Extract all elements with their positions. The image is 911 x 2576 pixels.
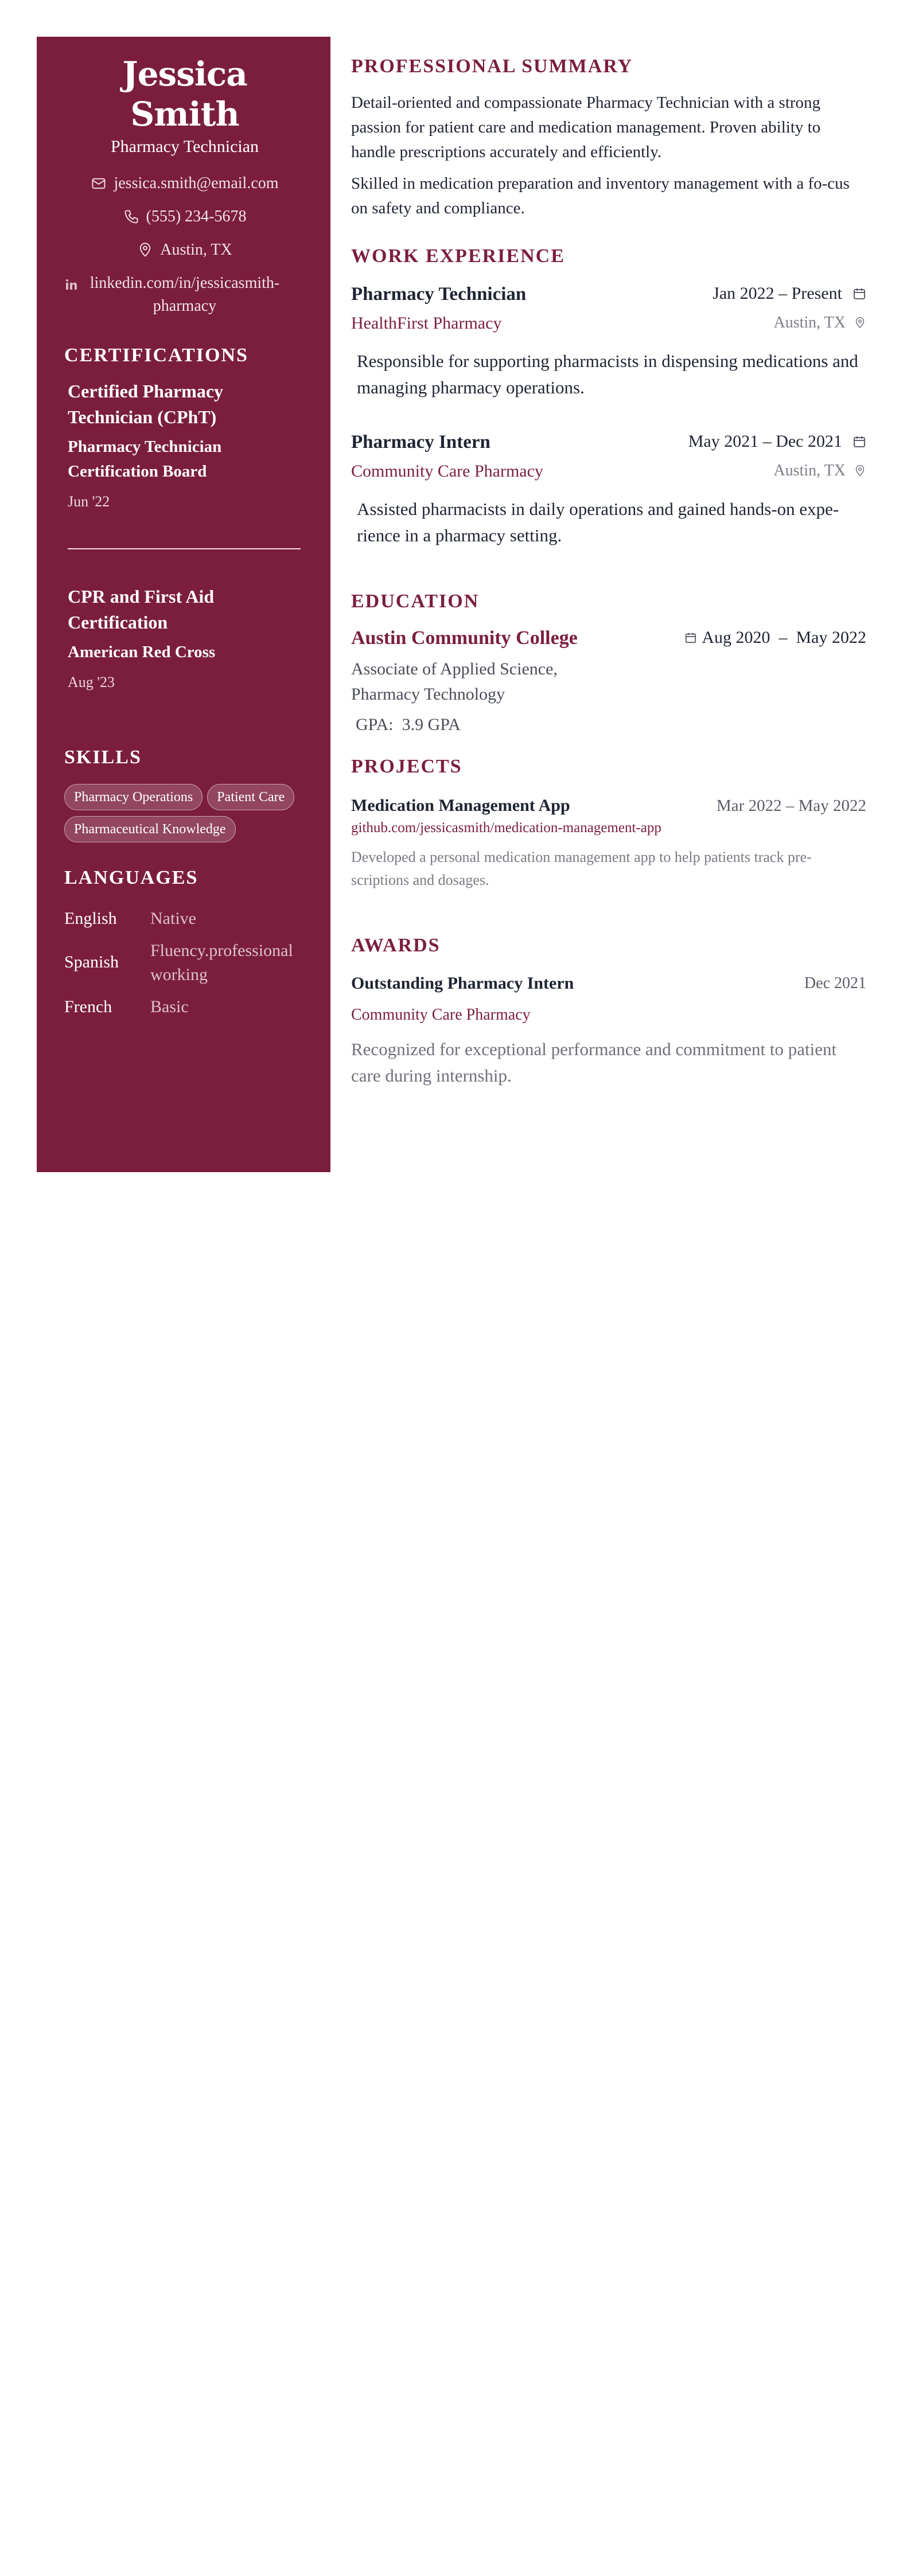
certification-item bbox=[64, 378, 305, 549]
skills-list bbox=[64, 784, 305, 842]
language-level: Native bbox=[150, 909, 196, 928]
job-dates bbox=[688, 430, 866, 454]
skill-tag: Patient Care bbox=[207, 784, 294, 810]
experience-heading: WORK EXPERIENCE bbox=[351, 245, 565, 267]
job-description: Assisted pharmacists in daily operations and gained hands-on expe-rience in a pharmacy setting. bbox=[357, 499, 839, 545]
award-date: Dec 2021 bbox=[804, 974, 866, 992]
education-dates-text: Aug 2020 – May 2022 bbox=[702, 628, 866, 647]
job-company: HealthFirst Pharmacy bbox=[351, 314, 502, 333]
calendar-icon bbox=[852, 435, 866, 448]
language-row bbox=[64, 939, 305, 987]
candidate-name: Jessica Smith bbox=[122, 54, 247, 134]
language-name: French bbox=[64, 997, 112, 1016]
language-name: English bbox=[64, 909, 117, 928]
certification-name: Certified Pharmacy Technician (CPhT) bbox=[68, 381, 224, 427]
candidate-role: Pharmacy Technician bbox=[110, 137, 259, 156]
job-title: Pharmacy Technician bbox=[351, 284, 527, 305]
contact-location bbox=[64, 239, 305, 261]
language-row bbox=[64, 995, 305, 1019]
skills-heading: SKILLS bbox=[64, 747, 142, 768]
skill-tag: Pharmaceutical Knowledge bbox=[64, 816, 236, 842]
awards-section bbox=[351, 933, 866, 1089]
education-section bbox=[351, 589, 866, 737]
language-level: Basic bbox=[150, 997, 189, 1016]
project-link[interactable]: github.com/jessicasmith/medication-management-app bbox=[351, 820, 661, 836]
job-description: Responsible for supporting pharmacists in dispensing medications and managing pharmacy operations. bbox=[357, 351, 858, 397]
certification-item bbox=[64, 584, 305, 692]
location-pin-icon bbox=[854, 317, 866, 329]
project-title: Medication Management App bbox=[351, 796, 570, 815]
contact-linkedin[interactable] bbox=[64, 272, 305, 318]
language-name: Spanish bbox=[64, 953, 119, 971]
experience-section bbox=[351, 244, 866, 549]
location-pin-icon bbox=[854, 465, 866, 477]
phone-text: (555) 234-5678 bbox=[146, 208, 247, 225]
language-row bbox=[64, 907, 305, 931]
languages-list bbox=[64, 907, 305, 1019]
award-organization: Community Care Pharmacy bbox=[351, 1006, 531, 1024]
certifications-heading: CERTIFICATIONS bbox=[64, 345, 248, 366]
gpa-text: GPA: 3.9 GPA bbox=[356, 715, 461, 734]
job-location-text: Austin, TX bbox=[773, 314, 846, 331]
project-dates: Mar 2022 – May 2022 bbox=[717, 797, 866, 815]
skill-tag: Pharmacy Operations bbox=[64, 784, 203, 810]
main-content bbox=[351, 37, 866, 1089]
school-name: Austin Community College bbox=[351, 627, 578, 649]
summary-section bbox=[351, 54, 866, 221]
location-text: Austin, TX bbox=[160, 241, 232, 259]
summary-paragraph: Skilled in medication preparation and inventory management with a fo-cus on safety and compliance. bbox=[351, 174, 850, 217]
languages-heading: LANGUAGES bbox=[64, 867, 198, 888]
contact-list bbox=[64, 172, 305, 318]
contact-phone[interactable] bbox=[64, 205, 305, 228]
certification-issuer: Pharmacy Technician Certification Board bbox=[68, 438, 222, 481]
project-description: Developed a personal medication management app to help patients track pre-scriptions and dosages. bbox=[351, 849, 812, 888]
job-location bbox=[774, 311, 867, 334]
calendar-icon bbox=[684, 631, 697, 644]
job-title: Pharmacy Intern bbox=[351, 432, 490, 452]
summary-heading: PROFESSIONAL SUMMARY bbox=[351, 56, 633, 77]
sidebar bbox=[37, 37, 330, 1172]
projects-heading: PROJECTS bbox=[351, 756, 462, 777]
email-text: jessica.smith@email.com bbox=[114, 174, 279, 192]
job-location bbox=[774, 459, 867, 482]
certification-name: CPR and First Aid Certification bbox=[68, 586, 215, 633]
language-level: Fluency.professional working bbox=[150, 941, 293, 984]
calendar-icon bbox=[852, 287, 866, 300]
degree-text: Associate of Applied Science, Pharmacy Technology bbox=[351, 659, 558, 704]
job-company: Community Care Pharmacy bbox=[351, 462, 543, 481]
job-dates-text: Jan 2022 – Present bbox=[713, 284, 842, 303]
job-dates bbox=[713, 282, 866, 306]
award-title: Outstanding Pharmacy Intern bbox=[351, 974, 574, 993]
job-entry bbox=[351, 430, 866, 549]
phone-icon bbox=[123, 209, 139, 225]
certification-date: Jun '22 bbox=[68, 493, 110, 510]
projects-section bbox=[351, 754, 866, 892]
contact-email[interactable] bbox=[64, 172, 305, 195]
job-entry bbox=[351, 282, 866, 401]
education-dates bbox=[684, 626, 866, 650]
linkedin-text: linkedin.com/in/jessicasmith-pharmacy bbox=[89, 274, 280, 315]
location-pin-icon bbox=[137, 242, 153, 258]
job-dates-text: May 2021 – Dec 2021 bbox=[688, 432, 842, 451]
certification-date: Aug '23 bbox=[68, 674, 115, 690]
mail-icon bbox=[91, 175, 107, 192]
award-description: Recognized for exceptional performance and commitment to patient care during internship. bbox=[351, 1039, 837, 1086]
job-location-text: Austin, TX bbox=[773, 462, 846, 479]
certification-issuer: American Red Cross bbox=[68, 643, 216, 661]
education-heading: EDUCATION bbox=[351, 591, 480, 612]
awards-heading: AWARDS bbox=[351, 935, 441, 956]
certification-divider bbox=[68, 548, 301, 549]
linkedin-icon bbox=[64, 278, 80, 294]
summary-paragraph: Detail-oriented and compassionate Pharmacy Technician with a strong passion for patient care and medication management. Proven ability to handle prescriptions accurately and efficiently. bbox=[351, 93, 821, 161]
